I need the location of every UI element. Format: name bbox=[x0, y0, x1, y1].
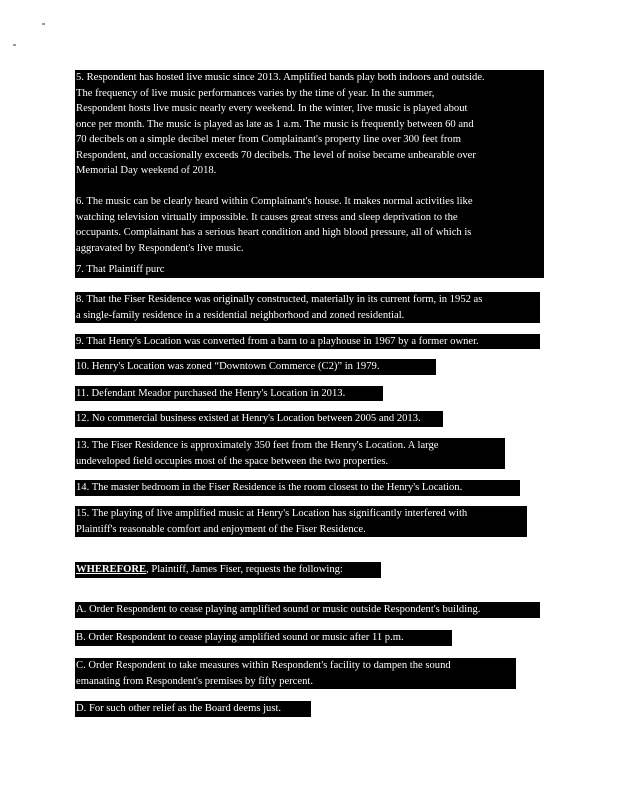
paragraph-5 bbox=[75, 70, 544, 192]
request-text: A. Order Respondent to cease playing amplified sound or music outside Respondent's building. bbox=[76, 604, 481, 615]
paragraph-text: 9. That Henry's Location was converted from a barn to a playhouse in 1967 by a former owner. bbox=[76, 336, 479, 347]
paragraph-text: 13. The Fiser Residence is approximately 350 feet from the Henry's Location. A large undeveloped field occupies most of the space between the two properties. bbox=[76, 440, 439, 467]
paragraph-text: 12. No commercial business existed at Henry's Location between 2005 and 2013. bbox=[76, 413, 421, 424]
request-text: B. Order Respondent to cease playing amplified sound or music after 11 p.m. bbox=[76, 632, 404, 643]
paragraph-15 bbox=[75, 506, 527, 537]
request-text: C. Order Respondent to take measures within Respondent's facility to dampen the sound emanating from Respondent's premises by fifty percent. bbox=[76, 660, 451, 687]
request-a bbox=[75, 602, 540, 618]
paragraph-14 bbox=[75, 480, 520, 496]
scan-speck bbox=[42, 23, 45, 25]
paragraph-13 bbox=[75, 438, 505, 469]
wherefore-keyword: WHEREFORE bbox=[76, 564, 147, 575]
paragraph-text: 8. That the Fiser Residence was originally constructed, materially in its current form, in 1952 as a single-family residence in a residential neighborhood and zoned residential. bbox=[76, 294, 483, 321]
paragraph-8 bbox=[75, 292, 540, 323]
paragraph-text: 10. Henry's Location was zoned “Downtown Commerce (C2)” in 1979. bbox=[76, 361, 380, 372]
request-d bbox=[75, 701, 311, 717]
request-b bbox=[75, 630, 452, 646]
request-text: D. For such other relief as the Board deems just. bbox=[76, 703, 282, 714]
request-c bbox=[75, 658, 516, 689]
paragraph-11 bbox=[75, 386, 383, 401]
paragraph-text: 5. Respondent has hosted live music since 2013. Amplified bands play both indoors and outside. The frequency of live music performances varies by the time of year. In the summer, Respondent hosts live music nearly every weekend. In the winter, live music is played about once per month. The music is played as late as 1 a.m. The music is frequently between 60 and 70 decibels on a simple decibel meter from Complainant's property line over 300 feet from Respondent, and occasionally exceeds 70 decibels. The level of noise became unbearable over Memorial Day weekend of 2018. bbox=[76, 72, 485, 176]
scan-speck bbox=[13, 44, 16, 46]
paragraph-text: 11. Defendant Meador purchased the Henry's Location in 2013. bbox=[76, 388, 346, 399]
wherefore-text: , Plaintiff, James Fiser, requests the following: bbox=[146, 564, 343, 575]
paragraph-text: 6. The music can be clearly heard within Complainant's house. It makes normal activities like watching television virtually impossible. It causes great stress and sleep deprivation to the occupants. Complainant has a serious heart condition and high blood pressure, all of which is aggravated by Respondent's live music. bbox=[76, 196, 473, 254]
wherefore-clause bbox=[75, 562, 381, 578]
paragraph-text: 15. The playing of live amplified music at Henry's Location has significantly interfered with Plaintiff's reasonable comfort and enjoyment of the Fiser Residence. bbox=[76, 508, 468, 535]
paragraph-12 bbox=[75, 411, 443, 427]
paragraph-10 bbox=[75, 359, 436, 375]
paragraph-6-7 bbox=[75, 192, 544, 278]
paragraph-9 bbox=[75, 334, 540, 349]
paragraph-text: 7. That Plaintiff purc bbox=[76, 264, 165, 275]
paragraph-text: 14. The master bedroom in the Fiser Residence is the room closest to the Henry's Location. bbox=[76, 482, 463, 493]
